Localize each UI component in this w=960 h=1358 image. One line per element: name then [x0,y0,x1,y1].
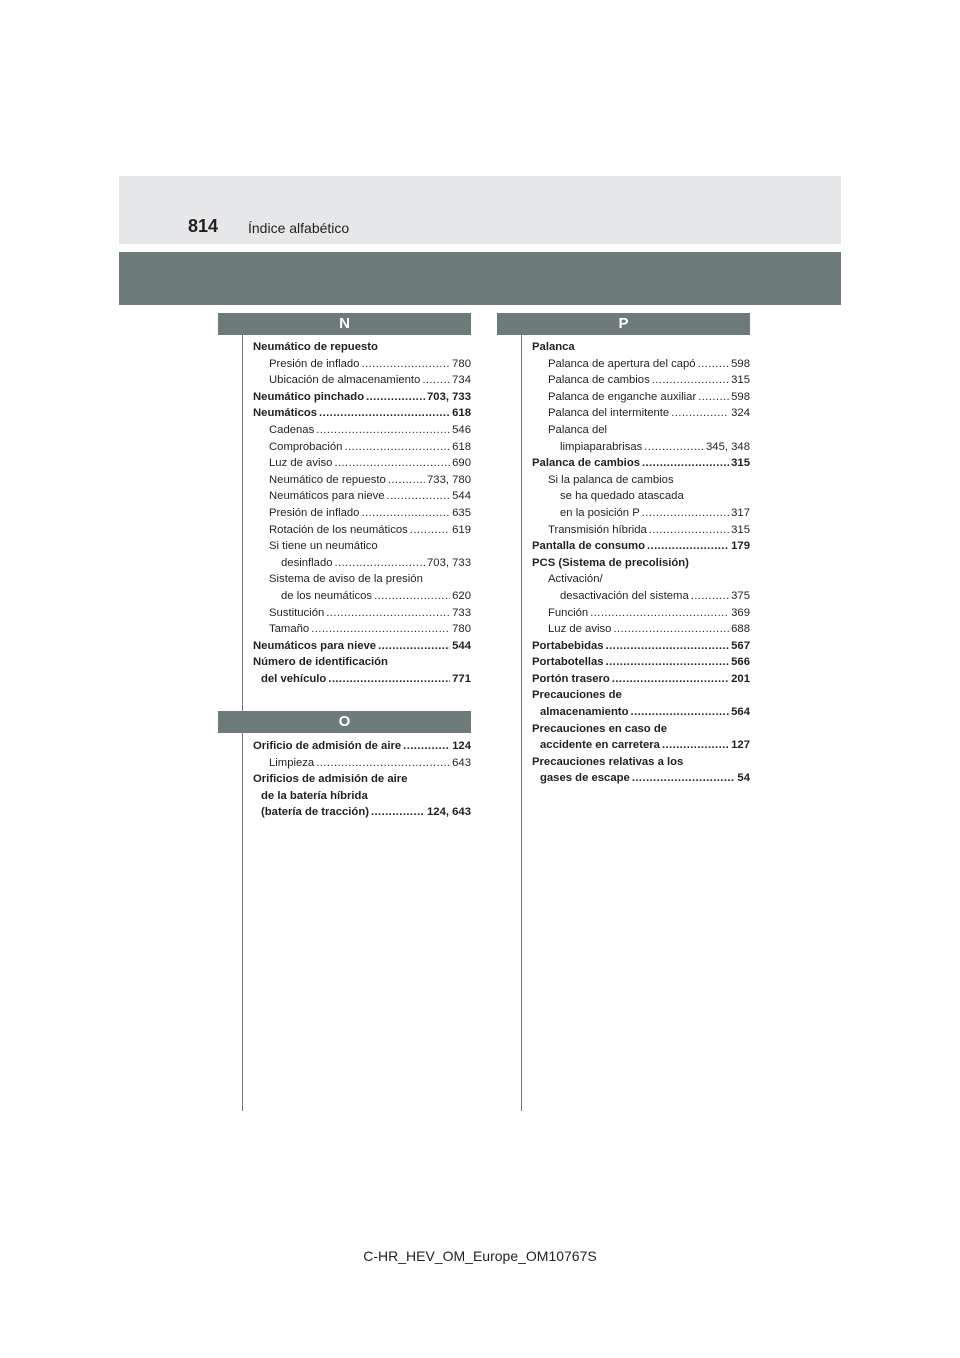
index-entry [532,389,750,406]
index-entry [532,405,750,422]
index-entry-page: 315 [731,457,750,470]
dot-leader [403,738,450,755]
index-entry [253,738,471,755]
index-entry-text: de la batería híbrida [261,789,368,802]
index-entry-page: 544 [452,490,471,503]
index-entry-page: 733, 780 [427,473,471,486]
index-entry [532,621,750,638]
index-list-n [253,339,471,687]
index-entry [253,788,471,805]
index-entry-text: Presión de inflado [269,506,360,519]
index-entry [532,439,750,456]
index-entry-page: 124, 643 [427,806,471,819]
dot-leader [662,737,729,754]
index-entry [532,704,750,721]
index-entry-page: 690 [452,457,471,470]
dot-leader [410,522,450,539]
index-entry-page: 618 [452,407,471,420]
index-entry [532,754,750,771]
index-entry-page: 620 [452,589,471,602]
index-entry-page: 688 [731,623,750,636]
index-entry [532,555,750,572]
index-entry-text: Palanca [532,341,575,353]
index-entry-text: Neumático de repuesto [269,473,386,486]
index-entry [532,488,750,505]
index-entry-text: Función [548,606,589,619]
dot-leader [642,505,729,522]
document-id: C-HR_HEV_OM_Europe_OM10767S [363,1248,597,1264]
index-entry [253,671,471,688]
index-entry [253,405,471,422]
index-entry-page: 733 [452,606,471,619]
index-entry-text: Palanca del [548,423,608,436]
index-entry-text: desactivación del sistema [560,589,689,602]
dot-leader [344,439,450,456]
index-entry [253,538,471,555]
index-entry [532,721,750,738]
index-entry-text: Portón trasero [532,672,610,685]
dot-leader [387,488,451,505]
index-entry-text: Comprobación [269,440,343,453]
dot-leader [606,654,730,671]
index-entry-page: 567 [731,639,750,652]
index-entry-text: en la posición P [560,506,640,519]
index-entry-page: 317 [731,506,750,519]
dot-leader [698,389,729,406]
index-entry [253,439,471,456]
dot-leader [698,356,730,373]
index-entry-text: desinflado [281,556,333,569]
index-entry [253,638,471,655]
index-entry [253,605,471,622]
index-entry [532,522,750,539]
dot-leader [691,588,729,605]
index-entry [532,737,750,754]
dot-leader [335,555,426,572]
dot-leader [632,770,736,787]
index-entry [253,771,471,788]
index-entry-page: 771 [452,672,471,685]
index-entry-page: 703, 733 [427,556,471,569]
index-entry-page: 124 [452,740,471,752]
index-entry-text: Orificios de admisión de aire [253,773,408,786]
index-entry-page: 598 [731,390,750,403]
index-entry-text: Tamaño [269,623,310,636]
index-entry-text: Cadenas [269,423,315,436]
index-entry-page: 315 [731,374,750,387]
dot-leader [649,522,729,539]
index-entry-page: 564 [731,706,750,719]
index-entry [253,372,471,389]
index-entry [253,804,471,821]
index-entry-page: 127 [731,739,750,752]
index-entry-page: 598 [731,357,750,370]
index-entry [253,422,471,439]
dot-leader [631,704,730,721]
index-entry-page: 544 [452,639,471,652]
index-entry [532,472,750,489]
index-entry-text: Ubicación de almacenamiento [269,374,421,387]
index-entry-text: Neumático de repuesto [253,341,378,353]
index-entry-text: Palanca del intermitente [548,407,670,420]
index-entry [253,455,471,472]
index-entry [532,770,750,787]
index-entry [532,356,750,373]
letter-heading-n: N [218,313,471,335]
dot-leader [371,804,425,821]
dot-leader [613,621,729,638]
index-list-o [253,738,471,821]
index-entry-text: limpiaparabrisas [560,440,643,453]
index-entry-text: Transmisión híbrida [548,523,647,536]
index-entry [532,455,750,472]
index-entry [532,505,750,522]
index-entry [253,472,471,489]
index-entry [532,571,750,588]
index-entry-text: gases de escape [540,772,630,785]
index-entry-page: 54 [737,772,750,785]
index-entry-text: Palanca de enganche auxiliar [548,390,697,403]
index-entry-page: 619 [452,523,471,536]
section-title: Índice alfabético [248,220,350,236]
index-entry-page: 201 [731,672,750,685]
index-entry [532,638,750,655]
index-entry [253,488,471,505]
index-entry [532,687,750,704]
index-entry-text: Precauciones relativas a los [532,755,684,768]
index-entry-page: 375 [731,589,750,602]
index-entry [532,671,750,688]
index-entry-page: 618 [452,440,471,453]
index-entry-text: Neumáticos para nieve [253,639,377,652]
index-entry [532,538,750,555]
index-entry-page: 643 [452,756,471,769]
index-entry [253,621,471,638]
index-entry-text: Portabebidas [532,639,604,652]
index-entry-text: Pantalla de consumo [532,540,645,553]
index-entry-text: Luz de aviso [548,623,612,636]
index-entry-text: Si tiene un neumático [269,540,378,553]
index-entry-page: 546 [452,423,471,436]
index-entry [532,605,750,622]
dot-leader [319,405,450,422]
index-entry-page: 345, 348 [706,440,750,453]
index-entry [532,654,750,671]
letter-heading-o: O [218,711,471,733]
index-entry-text: Número de identificación [253,656,388,669]
index-entry-text: se ha quedado atascada [560,490,684,503]
index-entry-text: Activación/ [548,573,603,586]
dot-leader [652,372,729,389]
index-entry-text: PCS (Sistema de precolisión) [532,556,689,569]
index-entry-text: Palanca de cambios [532,457,640,470]
index-entry-page: 635 [452,506,471,519]
dot-leader [328,671,450,688]
index-entry-text: Luz de aviso [269,457,333,470]
index-entry-text: Palanca de cambios [548,374,650,387]
index-entry [253,654,471,671]
index-entry-page: 703, 733 [427,390,471,403]
index-entry [253,356,471,373]
dot-leader [612,671,729,688]
index-list-p [532,339,750,787]
dot-leader [647,538,729,555]
dot-leader [316,422,450,439]
index-entry [253,505,471,522]
dot-leader [422,372,450,389]
dot-leader [388,472,425,489]
index-entry-text: del vehículo [261,672,327,685]
dot-leader [590,605,729,622]
index-entry-text: accidente en carretera [540,739,660,752]
index-entry-text: Precauciones en caso de [532,722,668,735]
index-entry-text: Rotación de los neumáticos [269,523,408,536]
index-entry-page: 566 [731,656,750,669]
index-entry-text: Neumáticos para nieve [269,490,385,503]
dot-leader [316,755,450,772]
index-entry-text: Portabotellas [532,656,604,669]
index-entry-page: 315 [731,523,750,536]
page-number: 814 [188,216,219,236]
index-entry-text: de los neumáticos [281,589,373,602]
index-entry [253,555,471,572]
index-entry-text: Palanca de apertura del capó [548,357,696,370]
index-entry-page: 369 [731,606,750,619]
index-entry-text: Presión de inflado [269,357,360,370]
index-entry-text: (batería de tracción) [261,806,369,819]
dot-leader [644,439,704,456]
dot-leader [671,405,729,422]
index-entry [532,339,750,356]
dot-leader [374,588,450,605]
index-entry [532,422,750,439]
index-entry-page: 780 [452,623,471,636]
index-entry [253,571,471,588]
dot-leader [378,638,450,655]
index-entry [532,588,750,605]
dot-leader [326,605,450,622]
dot-leader [334,455,450,472]
index-entry-text: Neumáticos [253,407,318,420]
index-entry-text: Orificio de admisión de aire [253,740,402,752]
index-entry [532,372,750,389]
index-entry-text: Precauciones de [532,689,622,702]
index-entry-text: Sustitución [269,606,325,619]
index-entry [253,588,471,605]
header-dark-band [119,252,841,305]
index-entry-page: 780 [452,357,471,370]
index-entry-page: 734 [452,374,471,387]
dot-leader [311,621,450,638]
header-band [119,176,841,244]
index-entry-text: Neumático pinchado [253,390,365,403]
index-entry [253,389,471,406]
index-entry-text: almacenamiento [540,706,629,719]
dot-leader [366,389,425,406]
index-entry-text: Si la palanca de cambios [548,473,674,486]
index-entry-text: Limpieza [269,756,315,769]
right-column-rule [521,335,522,1111]
dot-leader [361,356,450,373]
index-entry [253,522,471,539]
index-entry-page: 324 [731,407,750,420]
index-entry [253,339,471,356]
dot-leader [361,505,450,522]
dot-leader [606,638,730,655]
index-entry-text: Sistema de aviso de la presión [269,573,423,586]
letter-heading-p: P [497,313,750,335]
dot-leader [642,455,729,472]
index-entry [253,755,471,772]
index-entry-page: 179 [731,540,750,553]
